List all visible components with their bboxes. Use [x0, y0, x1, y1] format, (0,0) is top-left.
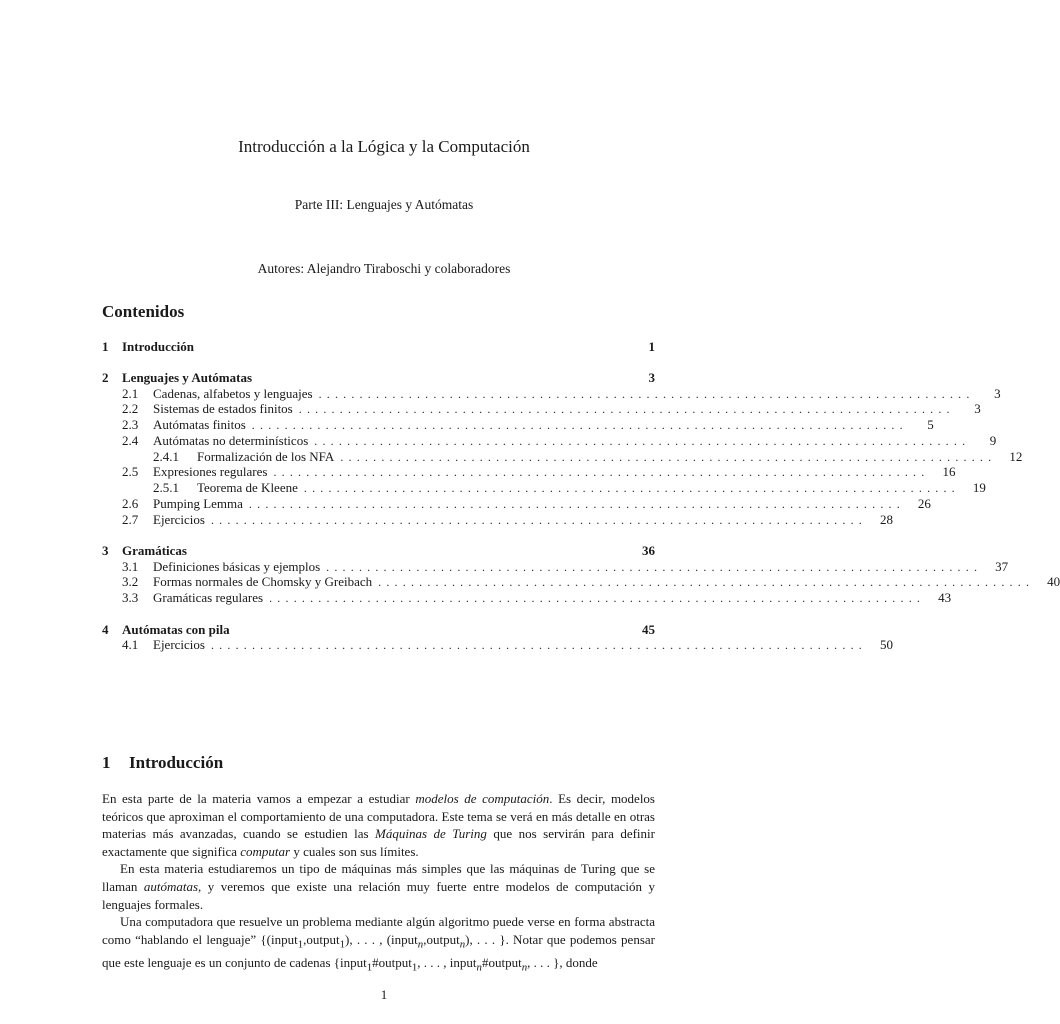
toc-dot-leader: ................................................................................: [326, 559, 983, 574]
toc-entry-page: 37: [995, 558, 1009, 574]
toc-entry[interactable]: [102, 511, 893, 528]
toc-chapter-title: Lenguajes y Autómatas: [122, 370, 253, 385]
toc-entry[interactable]: [102, 574, 1060, 590]
toc-entry-page: 40: [1047, 574, 1060, 590]
toc-entry-title: Ejercicios: [153, 511, 205, 527]
section-heading: [102, 753, 223, 773]
toc-entry-number: 4.1: [122, 637, 139, 653]
document-subtitle: Parte III: Lenguajes y Autómatas: [294, 197, 474, 212]
toc-chapter-title: Introducción: [122, 339, 194, 354]
toc-entry-title: Teorema de Kleene: [197, 480, 298, 496]
toc-entry-page: 12: [1009, 448, 1023, 464]
toc-dot-leader: ................................................................................: [378, 575, 1035, 590]
section-body: [102, 790, 655, 977]
toc-entry-title: Formas normales de Chomsky y Greibach: [153, 574, 373, 590]
toc-entry-number: 2.1: [122, 385, 139, 401]
emphasis: Máquinas de Turing: [375, 826, 487, 842]
toc-entry-number: 2.3: [122, 417, 139, 433]
toc-entry-title: Ejercicios: [153, 637, 205, 653]
toc-entry[interactable]: [102, 464, 956, 480]
toc-chapter-page: 36: [642, 543, 655, 559]
toc-dot-leader: ................................................................................: [314, 433, 971, 448]
toc-dot-leader: ................................................................................: [248, 497, 905, 512]
emphasis: computar: [240, 843, 291, 859]
toc-entry-page: 26: [917, 496, 931, 512]
emphasis: autómatas: [143, 878, 199, 894]
document-title: Introducción a la Lógica y la Computación: [238, 137, 530, 156]
toc-dot-leader: ................................................................................: [210, 512, 867, 527]
toc-entry[interactable]: [102, 432, 997, 449]
toc-entry-page: 28: [879, 511, 893, 527]
toc-entry-page: 3: [974, 401, 981, 417]
emphasis: modelos de computación: [415, 791, 550, 806]
toc-entry-number: 2.5: [122, 464, 139, 480]
document-authors: Autores: Alejandro Tiraboschi y colaboradores: [257, 261, 511, 276]
toc-entry-number: 2.4: [122, 432, 139, 448]
toc-entry-page: 5: [927, 417, 934, 433]
toc-entry[interactable]: [102, 480, 986, 496]
toc-dot-leader: ................................................................................: [273, 465, 930, 480]
toc-dot-leader: ................................................................................: [210, 638, 867, 653]
toc-entry-page: 50: [879, 637, 893, 653]
toc-chapter-number: 3: [102, 543, 109, 559]
toc-dot-leader: ................................................................................: [251, 418, 908, 433]
toc-chapter-title: Gramáticas: [122, 543, 187, 559]
toc-entry-page: 9: [989, 432, 997, 448]
toc-entry[interactable]: [102, 558, 1009, 575]
toc-dot-leader: ................................................................................: [318, 386, 975, 401]
toc-dot-leader: ................................................................................: [269, 591, 926, 606]
toc-chapter-page: 1: [648, 339, 655, 354]
toc-entry-page: 16: [942, 464, 956, 480]
toc-chapter-page: 45: [642, 621, 655, 637]
toc-entry[interactable]: [102, 590, 952, 606]
toc-entry-title: Cadenas, alfabetos y lenguajes: [153, 385, 313, 401]
toc-entry-number: 2.5.1: [153, 480, 179, 496]
paragraph: En esta materia estudiaremos un tipo de máquinas más simples que las máquinas de Turing que se llaman autómatas, y veremos que existe una relación muy fuerte entre modelos de computación y lenguajes formales.: [102, 861, 655, 912]
toc-heading: Contenidos: [102, 302, 185, 321]
table-of-contents: [102, 339, 1060, 653]
toc-chapter[interactable]: [102, 339, 655, 355]
toc-entry[interactable]: [102, 401, 981, 417]
toc-entry-title: Definiciones básicas y ejemplos: [153, 558, 321, 574]
toc-entry-number: 2.7: [122, 511, 139, 527]
toc-entry-title: Autómatas finitos: [153, 417, 246, 433]
toc-entry[interactable]: [102, 385, 1001, 402]
toc-entry-title: Expresiones regulares: [153, 464, 268, 480]
toc-entry[interactable]: [102, 496, 931, 512]
toc-dot-leader: ................................................................................: [303, 481, 960, 496]
toc-entry-number: 2.4.1: [153, 448, 179, 464]
toc-entry-title: Pumping Lemma: [153, 496, 243, 512]
toc-entry-page: 3: [994, 385, 1001, 401]
toc-chapter-number: 1: [102, 339, 109, 354]
toc-entry-number: 3.1: [122, 558, 139, 574]
section-number: 1: [102, 753, 111, 772]
toc-chapter-page: 3: [648, 370, 655, 385]
toc-entry[interactable]: [102, 637, 893, 653]
toc-entry-number: 2.2: [122, 401, 139, 417]
toc-entry-title: Autómatas no determinísticos: [153, 432, 309, 448]
toc-entry-page: 43: [938, 590, 952, 606]
toc-chapter-number: 4: [102, 621, 109, 637]
page-number: 1: [380, 987, 388, 1002]
toc-entry[interactable]: [102, 417, 934, 433]
toc-chapter-number: 2: [102, 370, 109, 385]
toc-dot-leader: ................................................................................: [340, 449, 997, 464]
paragraph: En esta parte de la materia vamos a empezar a estudiar modelos de computación. Es decir, modelos teóricos que aproximan el comportamiento de una computadora. Este tema se verá en más detalle en otras materias más avanzadas, cuando se estudien las Máquinas de Turing que nos servirán para definir exactamente que significa computar y cuales son sus límites.: [102, 791, 655, 859]
toc-chapter[interactable]: [102, 543, 655, 559]
toc-entry-page: 19: [972, 480, 986, 496]
toc-chapter-title: Autómatas con pila: [122, 621, 230, 637]
toc-entry[interactable]: [102, 448, 1023, 465]
toc-entry-number: 3.3: [122, 590, 139, 606]
toc-entry-number: 3.2: [122, 574, 139, 590]
paragraph: Una computadora que resuelve un problema mediante algún algoritmo puede verse en forma abstracta como “hablando el lenguaje” {(input$_1$,output$_1$), . . . , (input$_n$,output$_n$), . . . }. Notar que podemos pensar que este lenguaje es un conjunto de cadenas {input$_1$#output$_1$, . . . , input$_n$#output$_n$, . . . }, donde: [102, 914, 655, 974]
toc-chapter[interactable]: [102, 622, 655, 638]
toc-chapter[interactable]: [102, 370, 655, 386]
toc-dot-leader: ................................................................................: [298, 402, 955, 417]
section-title: Introducción: [129, 753, 224, 772]
toc-entry-title: Formalización de los NFA: [197, 448, 335, 464]
toc-entry-title: Sistemas de estados finitos: [153, 401, 293, 417]
toc-entry-number: 2.6: [122, 496, 139, 512]
toc-entry-title: Gramáticas regulares: [153, 590, 264, 606]
